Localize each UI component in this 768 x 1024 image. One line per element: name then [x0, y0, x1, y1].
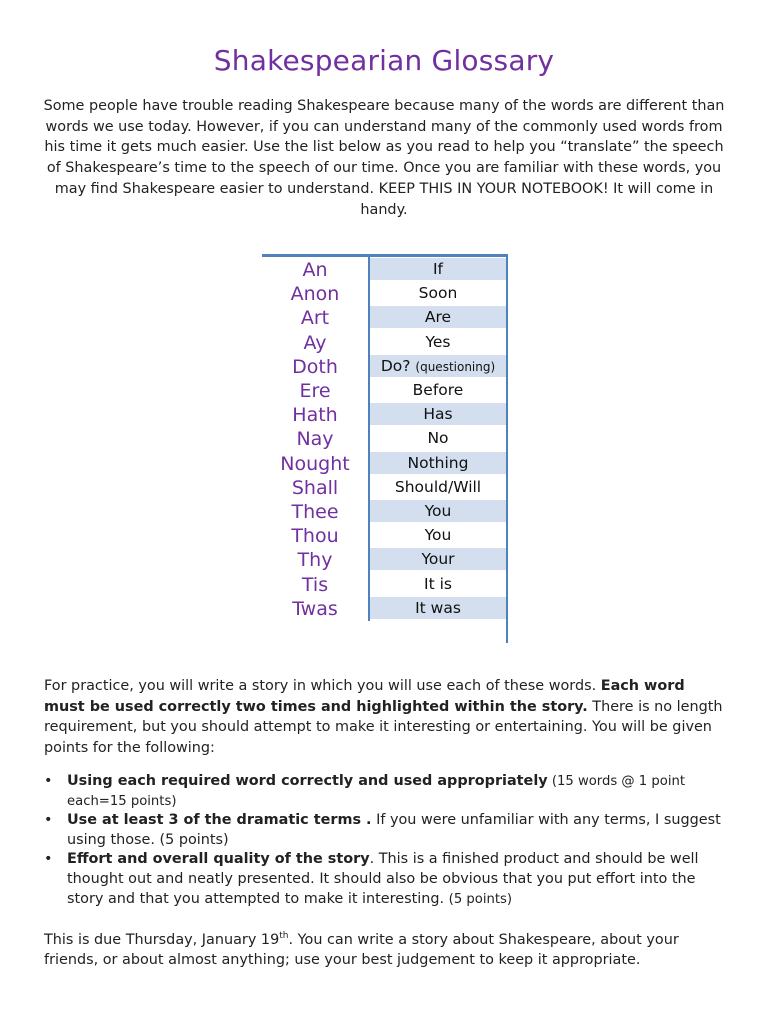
glossary-row [262, 281, 508, 305]
list-item-heading: Using each required word correctly and used appropriately [67, 773, 548, 789]
glossary-row [262, 305, 508, 329]
glossary-definition [370, 331, 506, 353]
bullet-icon: • [44, 851, 53, 868]
glossary-definition-text: Yes [425, 332, 451, 351]
practice-requirement: Each word must be used correctly two times and highlighted within the story. [44, 678, 685, 715]
glossary-row [262, 378, 508, 402]
glossary-row [262, 426, 508, 450]
glossary-definition-text: It was [415, 598, 461, 617]
glossary-row [262, 475, 508, 499]
list-item-text: If you were unfamiliar with any terms, I suggest using those. (5 points) [67, 812, 721, 848]
glossary-term: Thou [291, 525, 339, 548]
glossary-row [262, 572, 508, 596]
list-item-heading: Use at least 3 of the dramatic terms . [67, 812, 372, 829]
bullet-icon: • [44, 812, 53, 829]
glossary-definition [370, 427, 506, 449]
due-rest: . You can write a story about Shakespeare, about your friends, or about almost anything; use your best judgement to keep it appropriate. [44, 931, 679, 969]
glossary-row [262, 499, 508, 523]
glossary-row [262, 257, 508, 281]
glossary-definition-text: Before [412, 381, 464, 399]
glossary-definition [370, 403, 506, 425]
list-item-heading: Effort and overall quality of the story [67, 851, 370, 868]
glossary-note: (questioning) [415, 359, 496, 374]
practice-paragraph [44, 676, 728, 758]
glossary-definition [370, 524, 506, 546]
glossary-definition [370, 573, 506, 595]
glossary-definition [370, 500, 506, 522]
glossary-table [262, 254, 508, 644]
glossary-term: Twas [292, 597, 338, 620]
glossary-term: Tis [301, 573, 329, 596]
list-item-text: . This is a finished product and should be well thought out and neatly presented. It should also be obvious that you put effort into the story and that you attempted to make it interesting. [67, 851, 699, 907]
glossary-definition [370, 476, 506, 498]
glossary-definition-text: You [424, 502, 452, 520]
glossary-row [262, 596, 508, 620]
glossary-definition [370, 597, 506, 619]
glossary-definition-text: If [432, 260, 444, 278]
glossary-term: Nay [296, 428, 334, 451]
glossary-term: Ere [299, 380, 331, 402]
list-item [44, 772, 728, 811]
glossary-definition-text: Has [423, 405, 453, 424]
glossary-row [262, 354, 508, 378]
glossary-term: An [302, 259, 328, 281]
glossary-row [262, 402, 508, 426]
glossary-definition-text: No [427, 429, 449, 448]
intro-paragraph: Some people have trouble reading Shakespeare because many of the words are different than words we use today. However, if you can understand many of the commonly used words from his time it gets much easier. Use the list below as you read to help you “translate” the speech of Shakespeare’s time to the speech of our time. Once you are familiar with these words, you may find Shakespeare easier to understand. KEEP THIS IN YOUR NOTEBOOK! It will come in handy. [43, 98, 725, 218]
page-title: Shakespearian Glossary [213, 44, 555, 77]
glossary-term: Doth [292, 355, 338, 378]
practice-lead: For practice, you will write a story in which you will use each of these words. [44, 678, 601, 694]
glossary-term: Ay [303, 331, 327, 354]
list-item-points: (15 words @ 1 point each=15 points) [67, 774, 686, 809]
due-text: This is due Thursday, January 19 [44, 931, 280, 948]
glossary-definition [370, 548, 506, 570]
glossary-term: Nought [280, 452, 350, 475]
practice-rest: There is no length requirement, but you should attempt to make it interesting or entertaining. You will be given points for the following: [44, 698, 723, 756]
glossary-definition [370, 355, 506, 377]
grading-list [44, 772, 728, 909]
glossary-term: Thee [291, 501, 339, 523]
glossary-definition [370, 306, 506, 328]
glossary-term: Thy [297, 549, 333, 572]
glossary-definition [370, 452, 506, 474]
list-item-points: (5 points) [448, 891, 513, 907]
list-item [44, 850, 728, 909]
glossary-term: Art [300, 307, 330, 330]
glossary-definition-text: Your [421, 550, 455, 569]
glossary-definition-text: Soon [418, 284, 458, 303]
bullet-icon: • [44, 773, 53, 789]
glossary-definition [370, 379, 506, 401]
glossary-definition-text: Are [424, 308, 452, 327]
due-superscript: th [279, 931, 289, 941]
glossary-definition [370, 282, 506, 304]
glossary-term: Anon [290, 283, 340, 306]
list-item [44, 811, 728, 850]
glossary-definition-text: Do? [380, 356, 411, 375]
glossary-term: Shall [291, 476, 339, 499]
glossary-row [262, 330, 508, 354]
glossary-definition-text: You [424, 526, 452, 545]
due-paragraph [44, 926, 728, 971]
glossary-definition [370, 258, 506, 280]
glossary-row [262, 523, 508, 547]
glossary-definition-text: It is [424, 574, 452, 593]
glossary-definition-text: Should/Will [394, 477, 482, 496]
glossary-definition-text: Nothing [407, 453, 469, 472]
glossary-row [262, 451, 508, 475]
glossary-row [262, 547, 508, 571]
glossary-term: Hath [292, 404, 338, 427]
